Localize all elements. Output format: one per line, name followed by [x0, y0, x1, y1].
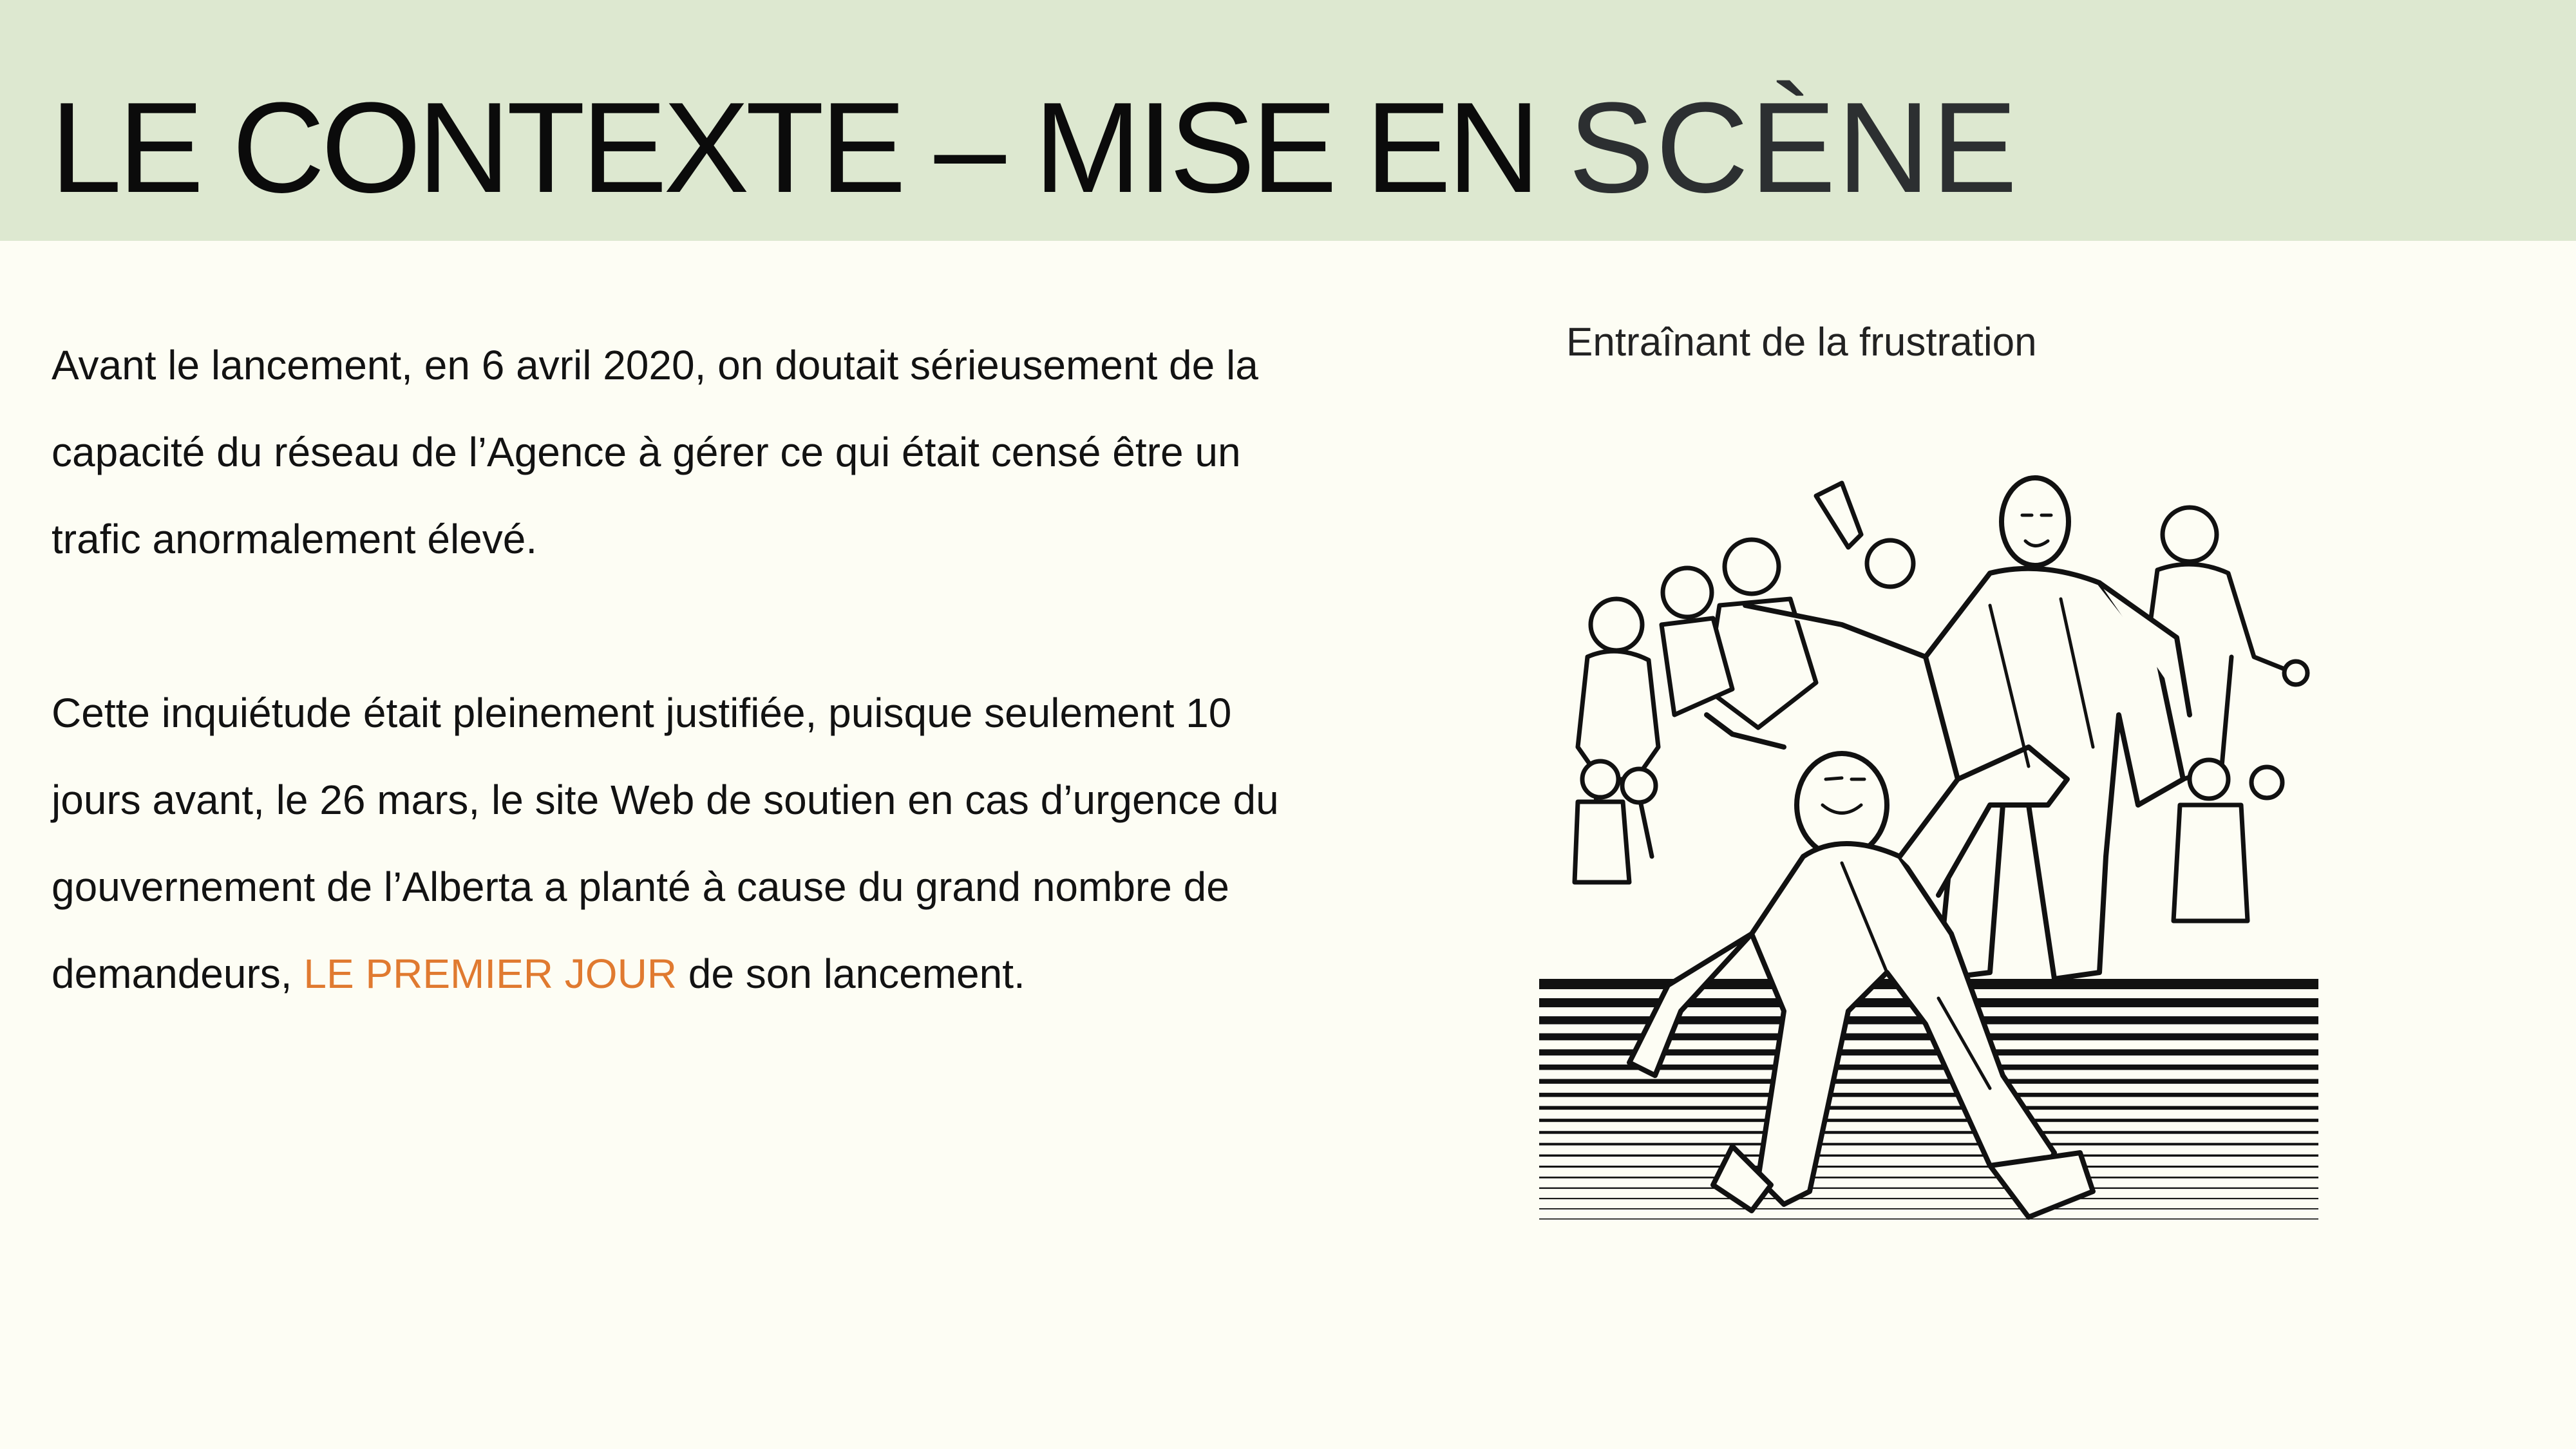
highlight-first-day: LE PREMIER JOUR: [303, 951, 677, 997]
paragraph-alberta-crash: [52, 670, 1307, 1018]
speed-stripe: [1539, 1208, 2318, 1209]
speed-stripe: [1539, 1119, 2318, 1122]
speed-stripe: [1539, 1188, 2318, 1189]
speed-stripe: [1539, 1143, 2318, 1146]
speed-stripe: [1539, 1093, 2318, 1097]
slide-title: [50, 76, 2019, 220]
speed-stripe: [1539, 1106, 2318, 1110]
speed-stripe: [1539, 1218, 2318, 1220]
running-crowd-illustration: [1539, 444, 2318, 1365]
speed-stripe: [1539, 1177, 2318, 1179]
image-caption: Entraînant de la frustration: [1566, 320, 2037, 365]
title-main: LE CONTEXTE – MISE EN: [50, 76, 1569, 220]
speed-stripe: [1539, 1198, 2318, 1199]
paragraph2-before: Cette inquiétude était pleinement justifiée, puisque seulement 10 jours avant, le 26 mars, le site Web de soutien en cas d’urgence du gouvernement de l’Alberta a planté à cause du grand nombre de demandeurs,: [52, 690, 1279, 997]
speed-stripe: [1539, 1155, 2318, 1157]
speed-stripe: [1539, 1131, 2318, 1133]
speed-stripe: [1539, 1166, 2318, 1168]
body-text: [52, 322, 1307, 1018]
paragraph-launch-doubt: Avant le lancement, en 6 avril 2020, on doutait sérieusement de la capacité du réseau de l’Agence à gérer ce qui était censé être un trafic anormalement élevé.: [52, 342, 1258, 562]
speed-stripe: [1539, 1079, 2318, 1083]
title-accent: SCÈNE: [1568, 76, 2019, 220]
paragraph2-after: de son lancement.: [677, 951, 1025, 997]
